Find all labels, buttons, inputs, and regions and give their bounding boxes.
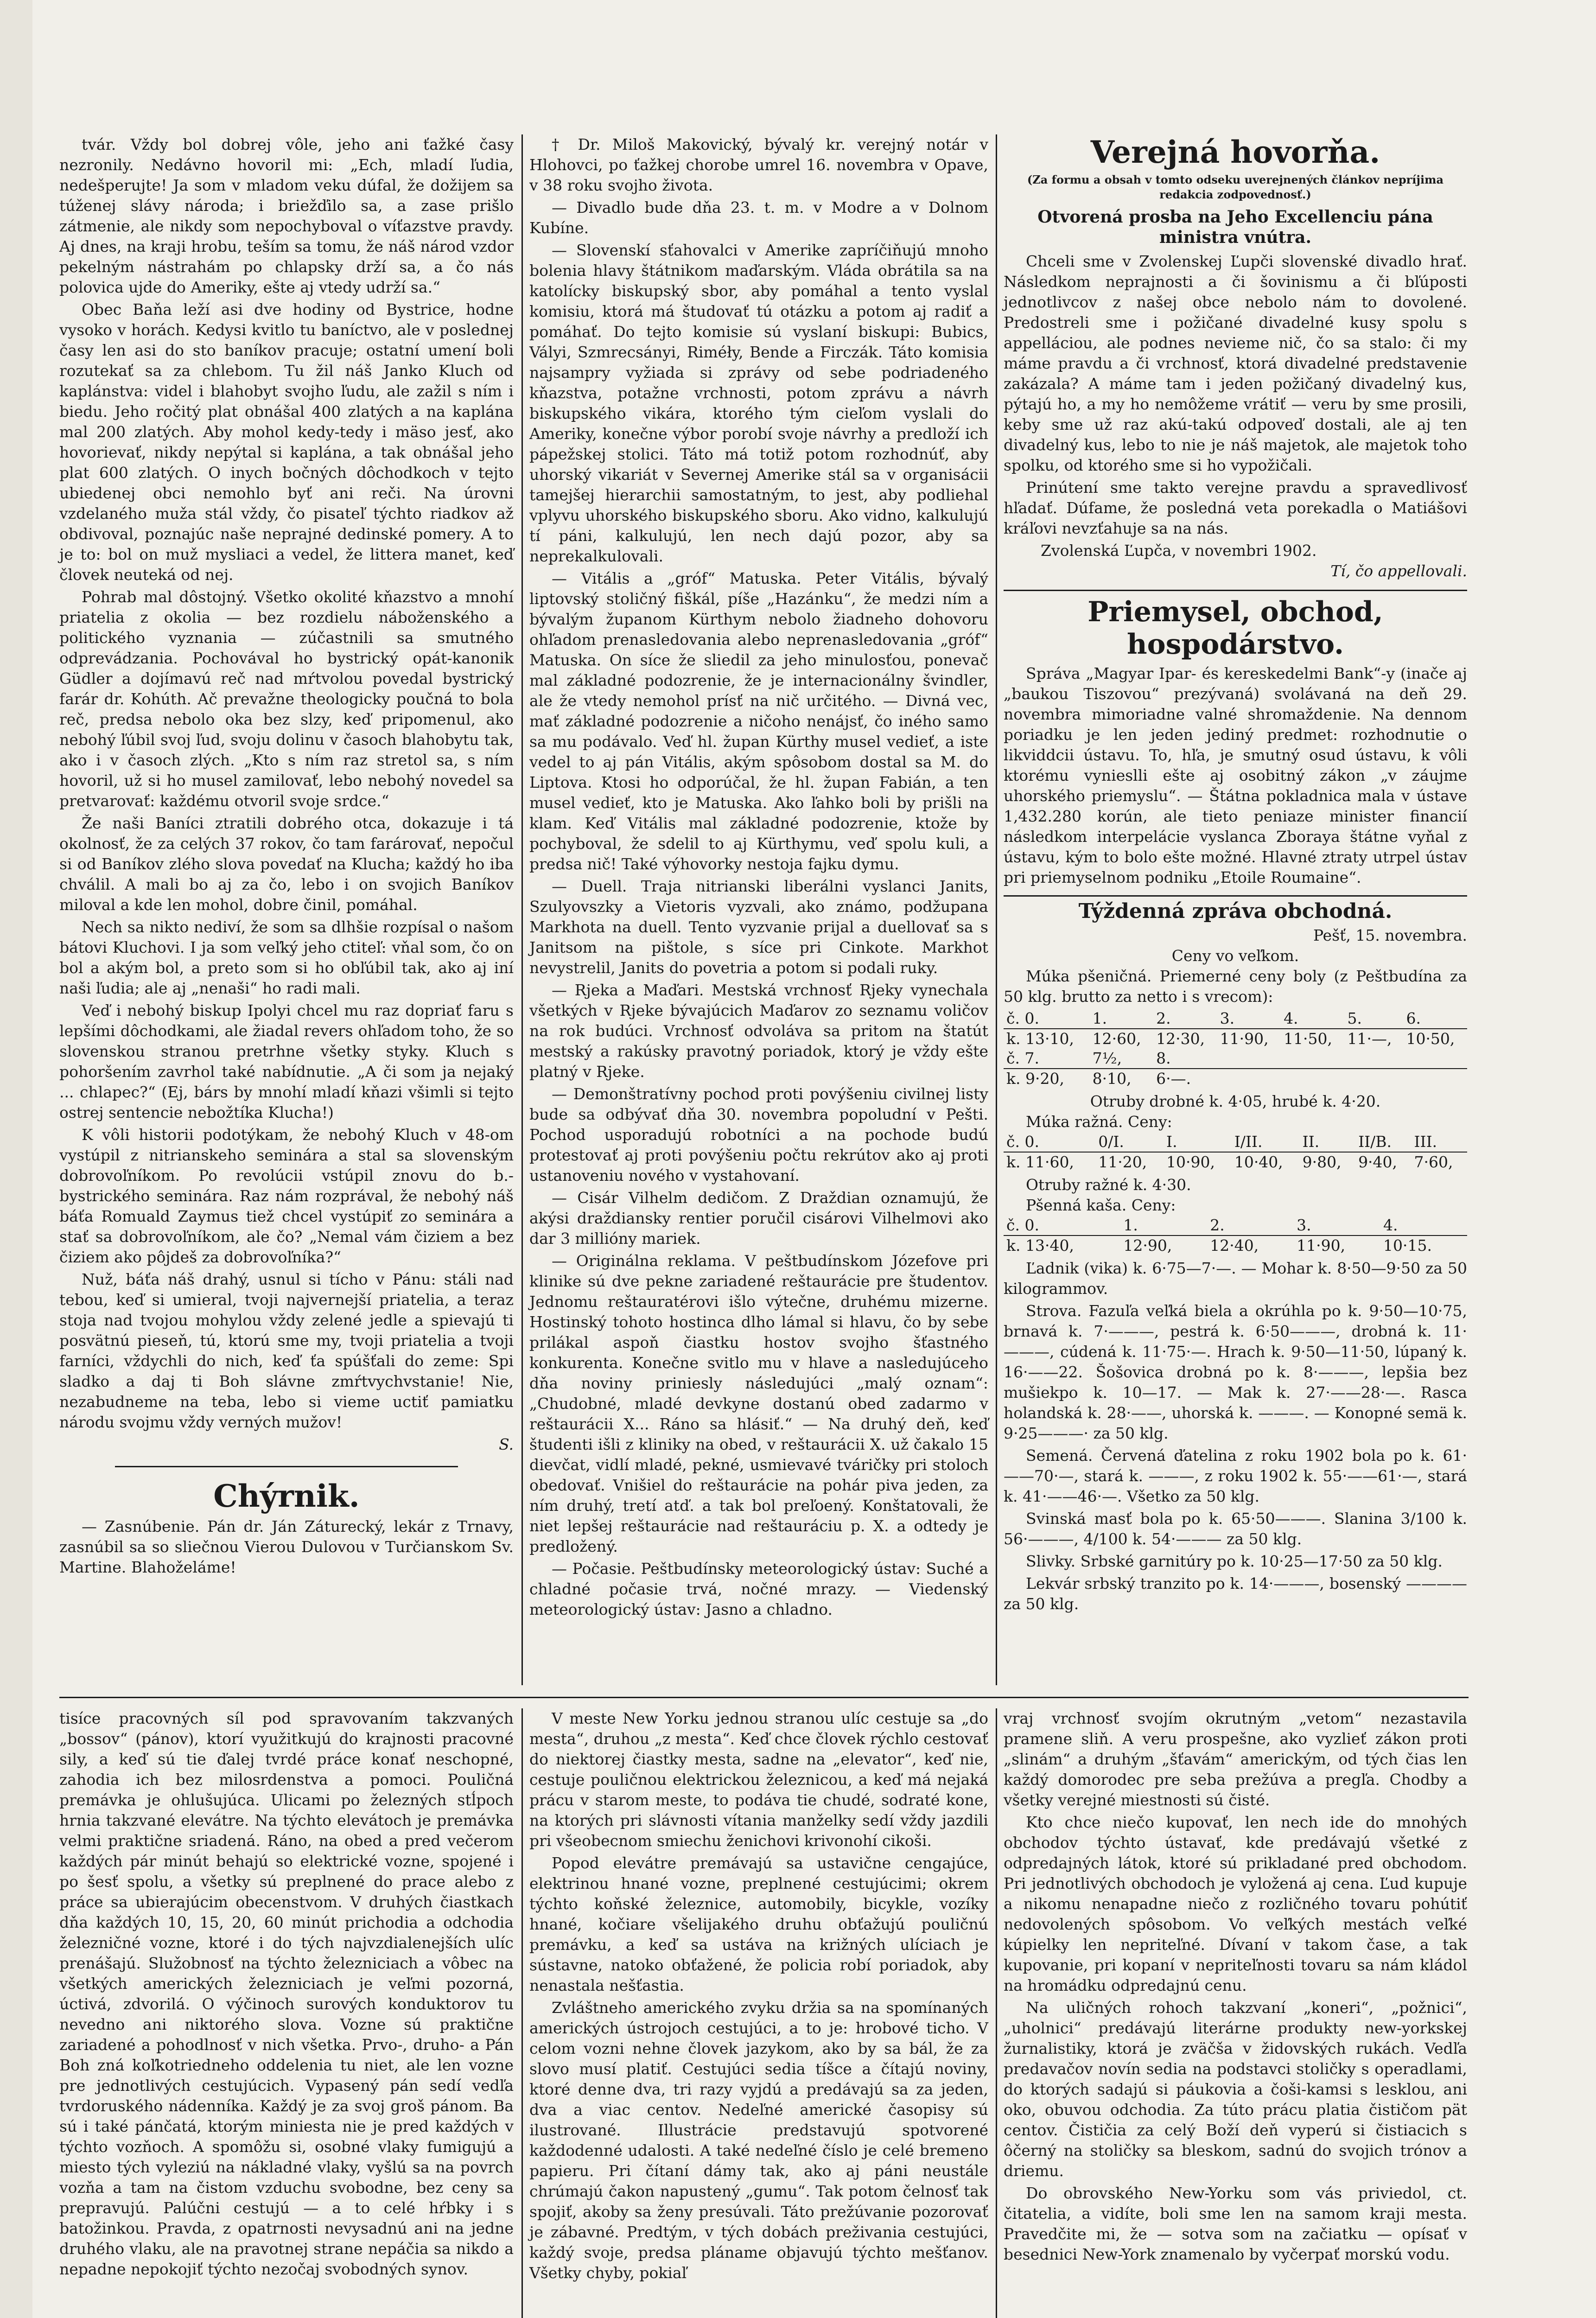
page-margin (0, 0, 32, 2318)
news-items (529, 134, 988, 1620)
feuilleton-part-3: vraj vrchnosť svojím okrutným „vetom“ nezastavila pramene sliň. A veru prospešne, ako vyzlieť zákon proti „slinám“ a druhým „šťavám“ americkým, od tých čias len každý domorodec pre seba prežúva a pregľa. Chodby a všetky verejné miestnosti sú čisté. Kto chce niečo kupovať, len nech ide do mnohých obchodov týchto ústavať, kde predávajú všetké z odpredajných látok, ktoré sú prikladané pred obchodom. Pri jednotlivých obchodoch je vyložená aj cena. Ľud kupuje a nikomu nenapadne niečo z rozličného tovaru pohútiť nedovolených spôsobom. Vo veľkých mestách veľké kúpielky len nepriteľné. Dívaní v takom čase, a tak kupovanie, pri kopaní v nepriteľnosti tovaru sa nám kládol na hromádku odpredajnú cenu. Na uličných rohoch takzvaní „koneri“, „požnici“, „uholnici“ predávajú literárne produkty new-yorkskej žurnalistiky, ktorá je zväčša v židovských rukách. Vedľa predavačov novín sedia na podstavci stoličky s operadlami, do ktorých sadajú si páukovia a čoši-kamsi s lesklou, ani oko, obuvou odchodia. Za túto prácu platia čističom pät centov. Čističia za celý Boží deň vyperú si čistiacich s ôčerný na stoličky sa bleskom, sadnú do svojich trónov a driemu. Do obrovského New-Yorku som vás priviedol, ct. čitatelia, a vidíte, boli sme len na samom kraji mesta. Pravedčite mi, že — sotva som na začiatku — opísať v besednici New-York znamenalo by vyčerpať morskú vodu. (1004, 1709, 1467, 2263)
column-2-bottom (529, 1708, 988, 2318)
millet-prices: č. 0. 1. 2. 3. 4. k. 13·40, 12·90, 12·40, 11·90, 10·15. (1004, 1216, 1467, 1255)
paragraph: † Dr. Miloš Makovický, bývalý kr. verejný notár v Hlohovci, po ťažkej chorobe umrel 16. novembra v Opave, v 38 roku svojho života. (529, 135, 988, 194)
rye-bran-prices: Otruby ražné k. 4·30. (1026, 1176, 1191, 1194)
column-rule-b1 (521, 1708, 523, 2318)
rye-flour-prices: č. 0. 0/I. I. I/II. II. II/B. III. k. 11·60, 11·20, 10·90, 10·40, 9·80, 9·40, 7·60, (1004, 1132, 1467, 1172)
paragraph: Nuž, báťa náš drahý, usnul si tícho v Pánu: stáli nad tebou, keď si umieral, tvoji najvernejší priatelia, a teraz stoja nad tvojou mohylou vždy zelené jedle a spievajú ti posvätnú pieseň, tú, ktorú sme my, tvoji priatelia a tvoji farníci, vždychli do nich, keď ťa spúšťali do zeme: Spi sladko a daj ti Boh slávne zmŕtvychvstanie! Nie, nezabudneme na teba, lebo si vieme uctiť pamiatku národu svojmu vždy verných mužov! (59, 1270, 514, 1431)
weekly-subtitle: Ceny vo veľkom. (1171, 947, 1299, 965)
feuilleton-part-1: tisíce pracovných síl pod spravovaním takzvaných „bossov“ (pánov), ktorí využitkujú do krajnosti pracovné sily, a keď sú tie ďalej tvrdé práce konať neschopné, zahodia ich bez milosrdenstva a pomoci. Pouličná premávka je ohlušujúca. Ulicami po železných stĺpoch hrnia takzvané elevátre. Na týchto elevátoch je premávka velmi praktične sriadená. Ráno, na obed a pred večerom každých pár minút behajú so elektrické vozne, spojené i po šesť spolu, a všetky sú preplnené do prace alebo z práce sa ubierajúcim obecenstvom. V druhých čiastkach dňa každých 10, 15, 20, 60 minút prichodia a odchodia železničné vozne, ktoré i do tých najvzdialenejších ulíc prenášajú. Služobnosť na týchto železniciach a vôbec na všetkých amerických železniciach je veľmi pozorná, úctivá, zdvorilá. O výčinoch surových konduktorov tu nevedno ani niktorého slova. Vozne sú praktične zariadené a pohodlnosť v nich všetka. Prvo-, druho- a Pán Boh zná koľkotriedneho oddelenia tu niet, ale len vozne pre jednotlivých cestujúcich. Vypasený pán sedí vedľa tvrdoruského nádenníka. Každý je za svoj groš pánom. Ba sú i také pánčatá, ktorým miniesta nie je pred každých v týchto vozňoch. A spomôžu si, osobné vlaky fumigujú a miesto tých vyleziú na nákladné vlaky, vyšlú sa na povrch vozňa a tam na čistom vzduchu svobodne, bez ceny sa prepravujú. Palúčni cestujú — a to celé hŕbky i s batožinkou. Pravda, z opatrnosti nevysadnú ani na jedne druhého vlaku, ale na pravotnej strane nepáčia sa nikdo a nepadne nepokojiť týchto nezočaj svobodných synov. (59, 1709, 514, 2278)
section-heading-priemysel: Priemysel, obchod, hospodárstvo. (1087, 596, 1383, 661)
paragraph: Lekvár srbský tranzito po k. 14·———, bosenský ———— za 50 klg. (1004, 1574, 1467, 1613)
paragraph: Slivky. Srbské garnitúry po k. 10·25—17·50 za 50 klg. (1026, 1552, 1443, 1570)
paragraph: tvár. Vždy bol dobrej vôle, jeho ani ťažké časy nezronily. Nedávno hovoril mi: „Ech, mladí ľudia, nedešperujte! Ja som v mladom veku dúfal, že dožijem sa túženej slávy národa; i briežďilo sa, a zase prišlo zátmenie, ale nikdy som nepochyboval o víťazstve pravdy. Aj dnes, na kraji hrobu, teším sa tomu, že náš národ vzdor pekelným nástrahám po chlapsky drží sa, a čo nás polovica ujde do Ameriky, ešte aj vtedy udrží sa.“ (59, 135, 514, 296)
column-2-top (529, 134, 988, 1685)
column-1-top (59, 134, 514, 1576)
letter-title: Otvorená prosba na Jeho Excellenciu pána ministra vnútra. (1037, 207, 1433, 247)
column-1-bottom (59, 1708, 514, 2318)
column-3-top (1004, 134, 1467, 1685)
bran-prices: Otruby drobné k. 4·05, hrubé k. 4·20. (1090, 1092, 1381, 1110)
paragraph: Obec Baňa leží asi dve hodiny od Bystrice, hodne vysoko v horách. Kedysi kvitlo tu baníctvo, ale v poslednej časy len asi do sto baníkov pracuje; ostatní umení boli rozutekať sa za chlebom. Tu žil náš Janko Kluch od kaplánstva: videl i blahobyt svojho ľudu, ale zažil s ním i biedu. Jeho ročitý plat obnášal 400 zlatých a na kaplána mal 200 zlatých. Aby mohol kedy-tedy i mäso jesť, ako hovorievať, nikdy nepýtal si kaplána, a tak obnášal jeho plat 600 zlatých. O inych bočných dôchodkoch v tejto ubiedenej obci nemohlo byť ani reči. Na úrovni vzdelaného muža stál vždy, čo pisateľ týchto riadkov až obdivoval, poznajúc naše neprajné dedinské pomery. A to je to: bol on muž mysliaci a vedel, že littera manet, keď človek neuteká od nej. (59, 300, 514, 584)
column-rule-b2 (996, 1708, 997, 2318)
paragraph: Ľadnik (vika) k. 6·75—7·—. — Mohar k. 8·50—9·50 za 50 kilogrammov. (1004, 1259, 1467, 1298)
letter-signature: Tí, čo appellovali. (1330, 562, 1467, 580)
paragraph: — Rjeka a Maďari. Mestská vrchnosť Rjeky vynechala všetkých v Rjeke bývajúcich Maďarov zo seznamu voličov na rok budúci. Vrchnosť odvoláva sa pritom na štatút mestský a rakúsky pravotný poriadok, ktorý je vždy ešte platný v Rjeke. (529, 981, 988, 1081)
paragraph: — Demonštratívny pochod proti povýšeniu civilnej listy bude sa odbývať dňa 30. novembra popoludní v Pešti. Pochod usporadujú robotníci a na pochode budú protestovať aj proti povýšeniu počtu rekrútov ako aj proti ustanoveniu nového v vystahovaní. (529, 1085, 988, 1184)
paragraph: Že naši Baníci ztratili dobrého otca, dokazuje i tá okolnosť, že za celých 37 rokov, čo tam farárovať, nepočul si od Baníkov zlého slova povedať na Klucha; každý ho iba chválil. A mali bo aj za čo, lebo i on svojich Baníkov miloval a kde len mohol, dobre činil, pomáhal. (59, 814, 514, 914)
paragraph: — Vitális a „gróf“ Matuska. Peter Vitális, bývalý liptovský stoličný fiškál, píše „Hazánku“, že medzi ním a bývalým županom Kürthym nebolo žiadneho dohovoru ohľadom prenasledovania alebo neprenasledovania „gróf“ Matuska. On síce že sliedil za jeho minulosťou, ponevač mal základné podozrenie, že je internacionálny švindler, ale že vtedy nemohol prísť na nič určitého. — Divná vec, mať základné podozrenie a ničoho nenájsť, čo iného samo sa mu podávalo. Veď hl. župan Kürthy musel vedieť, a iste vedel to aj pán Vitális, akým spôsobom dostal sa M. do Liptova. Ktosi ho odporúčal, že hl. župan Fabián, a ten musel vedieť, kto je Matuska. Ako ľahko boli by prišli na klam. Keď Vitális mal základné podozrenie, ktože by pochyboval, že sdelil to aj Kürthymu, veď spolu kuli, a predsa nič! Také výhovorky nestoja fajku dymu. (529, 569, 988, 873)
editorial-disclaimer: (Za formu a obsah v tomto odseku uverejnených článkov nepríjima redakcia zodpovednosť.) (1027, 173, 1444, 201)
section-rule (59, 1697, 1469, 1698)
paragraph: — Duell. Traja nitrianski liberálni vyslanci Janits, Szulyovszky a Vietoris vyzvali, ako známo, podžupana Markhota na duell. Tento vyzvanie prijal a duellovať sa s Janitsom na pištole, s síce pri Cinkote. Markhot nevystrelil, Janits do povetria a potom si podali ruky. (529, 877, 988, 977)
divider (1004, 895, 1467, 897)
wheat-flour-intro: Múka pšeničná. Priemerné ceny boly (z Peštbudína za 50 klg. brutto za netto i s vrecom): (1004, 967, 1467, 1006)
paragraph: Strova. Fazuľa veľká biela a okrúhla po k. 9·50—10·75, brnavá k. 7·———, pestrá k. 6·50———, drobná k. 11·———, cúdená k. 11·75·—. Hrach k. 9·50—11·50, lúpaný k. 16·——22. Šošovica drobná po k. 8·———, lepšia bez mušiekpo k. 10—17. — Mak k. 27·——28·—. Rasca holandská k. 28·——, uhorská k. ———. — Konopné semä k. 9·25———· za 50 klg. (1004, 1302, 1467, 1442)
paragraph: — Slovenskí sťahovalci v Amerike zapríčiňujú mnoho bolenia hlavy štátnikom maďarským. Vláda obrátila sa na katolícky biskupský sbor, aby pomáhal a tento vyslal komisiu, ktorá má študovať tú otázku a potom aj radiť a pomáhať. Do tejto komisie sú vyslaní biskupi: Bubics, Vályi, Szmrecsányi, Riméły, Bende a Firczák. Táto komisia najsampry vyžiada si zprávy od sebe podriadeného kňazstva, potažne vrchnosti, potom zprávu a návrh biskupského vikára, ktorého tým cieľom vyslali do Ameriky, konečne výbor porobí svoje návrhy a predloží ich pápežskej stolici. Táto má totiž potom rozhodnúť, aby uhorský vikariát v Severnej Amerike stál sa v organisácii tamejšej hierarchii samostatným, to jest, aby podliehal vplyvu uhorského biskupského sboru. Ako vidno, kalkulujú tí páni, kalkulujú, len nech dajú pozor, aby sa neprekalkulovali. (529, 241, 988, 565)
wheat-flour-prices: č. 0. 1. 2. 3. 4. 5. 6. k. 13·10, 12·60, 12·30, 11·90, 11·50, 11·—, 10·50, č. 7. 7½, 8. k. 9·20, 8·10, 6·—. (1004, 1009, 1467, 1089)
divider (115, 1466, 458, 1467)
paragraph: — Divadlo bude dňa 23. t. m. v Modre a v Dolnom Kubíne. (529, 198, 988, 237)
paragraph: K vôli historii podotýkam, že nebohý Kluch v 48-om vystúpil z nitrianskeho seminára a stal sa slovenským dobrovoľníkom. Po revolúcii vstúpil znovu do b.-bystrického seminára. Raz nám rozprával, že nebohý náš báťa Romuald Zaymus tiež chcel vystúpiť zo seminára a stať sa dobrovoľníkom, ale čo? „Nemal vám čiziem a bez čiziem ako pôjdeš za dobrovoľníka?“ (59, 1126, 514, 1266)
paragraph: Chceli sme v Zvolenskej Ľupči slovenské divadlo hrať. Následkom neprajnosti a či šovinismu a či bľúposti jednotlivcov z našej obce nebolo nám to dovolené. Predostreli sme i požičané divadelné kusy spolu s appelláciou, ale podnes nevieme nič, čo sa stalo: či my máme pravdu a či vrchnosť, ktorá divadelné predstavenie zakázala? A máme tam i jeden požičaný divadelný kus, pýtajú ho, a my ho nemôžeme vrátiť — veru by sme prosili, keby sme už raz akú-takú odpoveď dostali, ale aj ten divadelný kus, lebo to nie je náš majetok, ale majetok toho spolku, od ktorého sme si ho vypožičali. (1004, 252, 1467, 474)
paragraph: — Počasie. Peštbudínsky meteorologický ústav: Suché a chladné počasie trvá, nočné mrazy. — Viedenský meteorologický ústav: Jasno a chladno. (529, 1560, 988, 1618)
rye-flour-intro: Múka ražná. Ceny: (1026, 1113, 1172, 1131)
paragraph: Nech sa nikto nediví, že som sa dlhšie rozpísal o našom bátovi Kluchovi. I ja som veľký jeho ctiteľ: vňal som, čo on bol a akým bol, a preto som si ho obľúbil tak, ako aj iní naši ľudia; ale aj „nenaši“ ho radi mali. (59, 918, 514, 997)
paragraph: Veď i nebohý biskup Ipolyi chcel mu raz dopriať faru s lepšími dôchodkami, ale žiadal revers ohľadom toho, že so slovenskou stranou pretrhne všetky styky. Kluch s pohoršením zavrhol také nabídnutie. „A či som ja nejaký ... chlapec?“ (Ej, bárs by mnohí mladí kňazi všimli si tejto ostrej sentencie nebožtíka Klucha!) (59, 1001, 514, 1121)
column-rule-2 (996, 134, 997, 1685)
bank-report: Správa „Magyar Ipar- és kereskedelmi Bank“-y (inače aj „baukou Tiszovou“ prezývaná) svolávaná na deň 29. novembra mimoriadne valné shromaždenie. Na dennom poriadku je len jeden jediný predmet: rozhodnutie o likviddcii ústavu. To, hľa, je smutný osud ústavu, k vôli ktorému vynieslli ešte aj osobitný zákon „v záujme uhorského priemyslu“. — Štátna pokladnica mala v ústave 1,432.280 korún, ale tieto peniaze minister financií následkom interpelácie vyslanca Zboraya štátne vyňal z ústavu, kým to bolo ešte možné. Hlavné ztraty utrpel ústav pri priemyselnom podniku „Etoile Roumaine“. (1004, 664, 1467, 886)
column-rule-1 (521, 134, 523, 1685)
section-heading-chyrnik: Chýrnik. (213, 1478, 360, 1514)
paragraph: Pohrab mal dôstojný. Všetko okolité kňazstvo a mnohí priatelia z okolia — bez rozdielu náboženského a politického vyznania — zúčastnili sa smutného odprevádzania. Pochovával ho bystrický opát-kanonik Güdler a dojímavú reč nad mŕtvolou povedal bystrický farár dr. Kohúth. Ač prevažne theologicky poučná to bola reč, predsa nebolo oka bez slzy, keď pripomenul, ako nebohý ľúbil svoj ľud, svoju dolinu v časoch blahobytu tak, ako i v časoch zlých. „Kto s ním raz stretol sa, s ním hovoril, už si ho musel zamilovať, lebo nebohý novedel sa pretvarovať: každému otvoril svoje srdce.“ (59, 588, 514, 810)
paragraph: Prinútení sme takto verejne pravdu a spravedlivosť hľadať. Dúfame, že posledná veta porekadla o Matiášovi kráľovi nevzťahuje sa na nás. (1004, 478, 1467, 537)
signature: S. (499, 1435, 514, 1453)
article-obituary-continued (59, 134, 514, 1433)
paragraph: Svinská masť bola po k. 65·50———. Slanina 3/100 k. 56·———, 4/100 k. 54·——— za 50 klg. (1004, 1509, 1467, 1548)
market-prices (1004, 1258, 1467, 1614)
weekly-dateline: Pešť, 15. novembra. (1313, 926, 1467, 944)
paragraph: — Cisár Vilhelm dedičom. Z Draždian oznamujú, že akýsi draždiansky rentier poručil cisárovi Vilhelmovi ako dar 3 millióny mariek. (529, 1189, 988, 1248)
millet-intro: Pšenná kaša. Ceny: (1026, 1196, 1176, 1214)
paragraph: — Originálna reklama. V peštbudínskom Józefove pri klinike sú dve pekne zariadené reštaurácie pre študentov. Jednomu reštauratérovi išlo výtečne, druhému mizerne. Hostinský tohoto hostinca dlho lámal si hlavu, čo by sebe prilákal aspoň čiastku hostov svojho šťastného konkurenta. Konečne svitlo mu v hlave a nasledujúceho dňa noviny priniesly následujúci „malý oznam“: „Chudobné, mladé devkyne dostanú obed zadarmo v reštaurácii X... Ráno sa hlásiť.“ — Na druhý deň, keď študenti išli z kliniky na obed, v reštaurácii X. už čakalo 15 dievčat, vidlí mladé, pekné, usmievavé tváričky pri stoloch obedovať. Vnišiel do reštaurácie na pohár piva jeden, za ním druhý, tretí atď. a tak bol preľoený. Konštatovali, že niet lepšej reštaurácie nad reštauráciu p. X. a odtedy je predložený. (529, 1252, 988, 1555)
chyrnik-first-item: — Zasnúbenie. Pán dr. Ján Záturecký, lekár z Trnavy, zasnúbil sa so sliečnou Vierou Dulovou v Turčianskom Sv. Martine. Blahoželáme! (59, 1517, 514, 1576)
feuilleton-part-2: V meste New Yorku jednou stranou ulíc cestuje sa „do mesta“, druhou „z mesta“. Keď chce človek rýchlo cestovať do niektorej čiastky mesta, sadne na „elevator“, keď nie, cestuje pouličnou elektrickou železnicou, a keď má nejaká prácu v starom meste, to podáva tie chudé, sodraté kone, na ktorých pri slávnosti vítania manželky sedí vždy jazdili pri všeobecnom smiechu ženichovi krivonohí cikoši. Popod elevátre premávajú sa ustavične cengajúce, elektrinou hnané vozne, preplnené cestujúcimi; okrem týchto koňské železnice, automobily, bicykle, vozíky hnané, kočiare všelijakého druhu obťažujú pouličnú premávku, a keď sa ustáva na križných ulíciach je sústavne, natoko obťažené, že policia robí poriadok, aby nenastala nešťastia. Zvláštneho amerického zvyku držia sa na spomínaných amerických ústrojoch cestujúci, a to je: hrobové ticho. V celom vozni nehne človek jazykom, ako by sa bál, že za slovo musí platiť. Cestujúci sedia tíšce a čítajú noviny, ktoré denne dva, tri razy vyjdú a predávajú sa za jeden, dva a viac centov. Nedeľné americké časopisy sú ilustrované. Illustrácie predstavujú spotvorené každodenné udalosti. A také nedeľné číslo je celé bremeno papieru. Pri čítaní dámy tak, ako aj páni neustále chrúmajú čakon napustený „gumu“. Tak potom čelnosť tak spojiť, akoby sa ženy presúvali. Táto prežúvanie pozorovať je zábavné. Predtým, v tých dobách preživania cestujúci, každý svoje, predsa pláname objavujú týchto mešťanov. Všetky chyby, pokiaľ (529, 1709, 988, 2282)
section-heading-verejna-hovorna: Verejná hovorňa. (1090, 134, 1380, 170)
letter-place-date: Zvolenská Ľupča, v novembri 1902. (1041, 541, 1317, 560)
weekly-report-heading: Týždenná zpráva obchodná. (1078, 899, 1393, 923)
paragraph: Semená. Červená ďatelina z roku 1902 bola po k. 61·——70·—, stará k. ———, z roku 1902 k. 55·——61·—, stará k. 41·——46·—. Všetko za 50 klg. (1004, 1446, 1467, 1505)
open-letter (1004, 251, 1467, 539)
divider (1004, 590, 1467, 591)
column-3-bottom (1004, 1708, 1467, 2318)
